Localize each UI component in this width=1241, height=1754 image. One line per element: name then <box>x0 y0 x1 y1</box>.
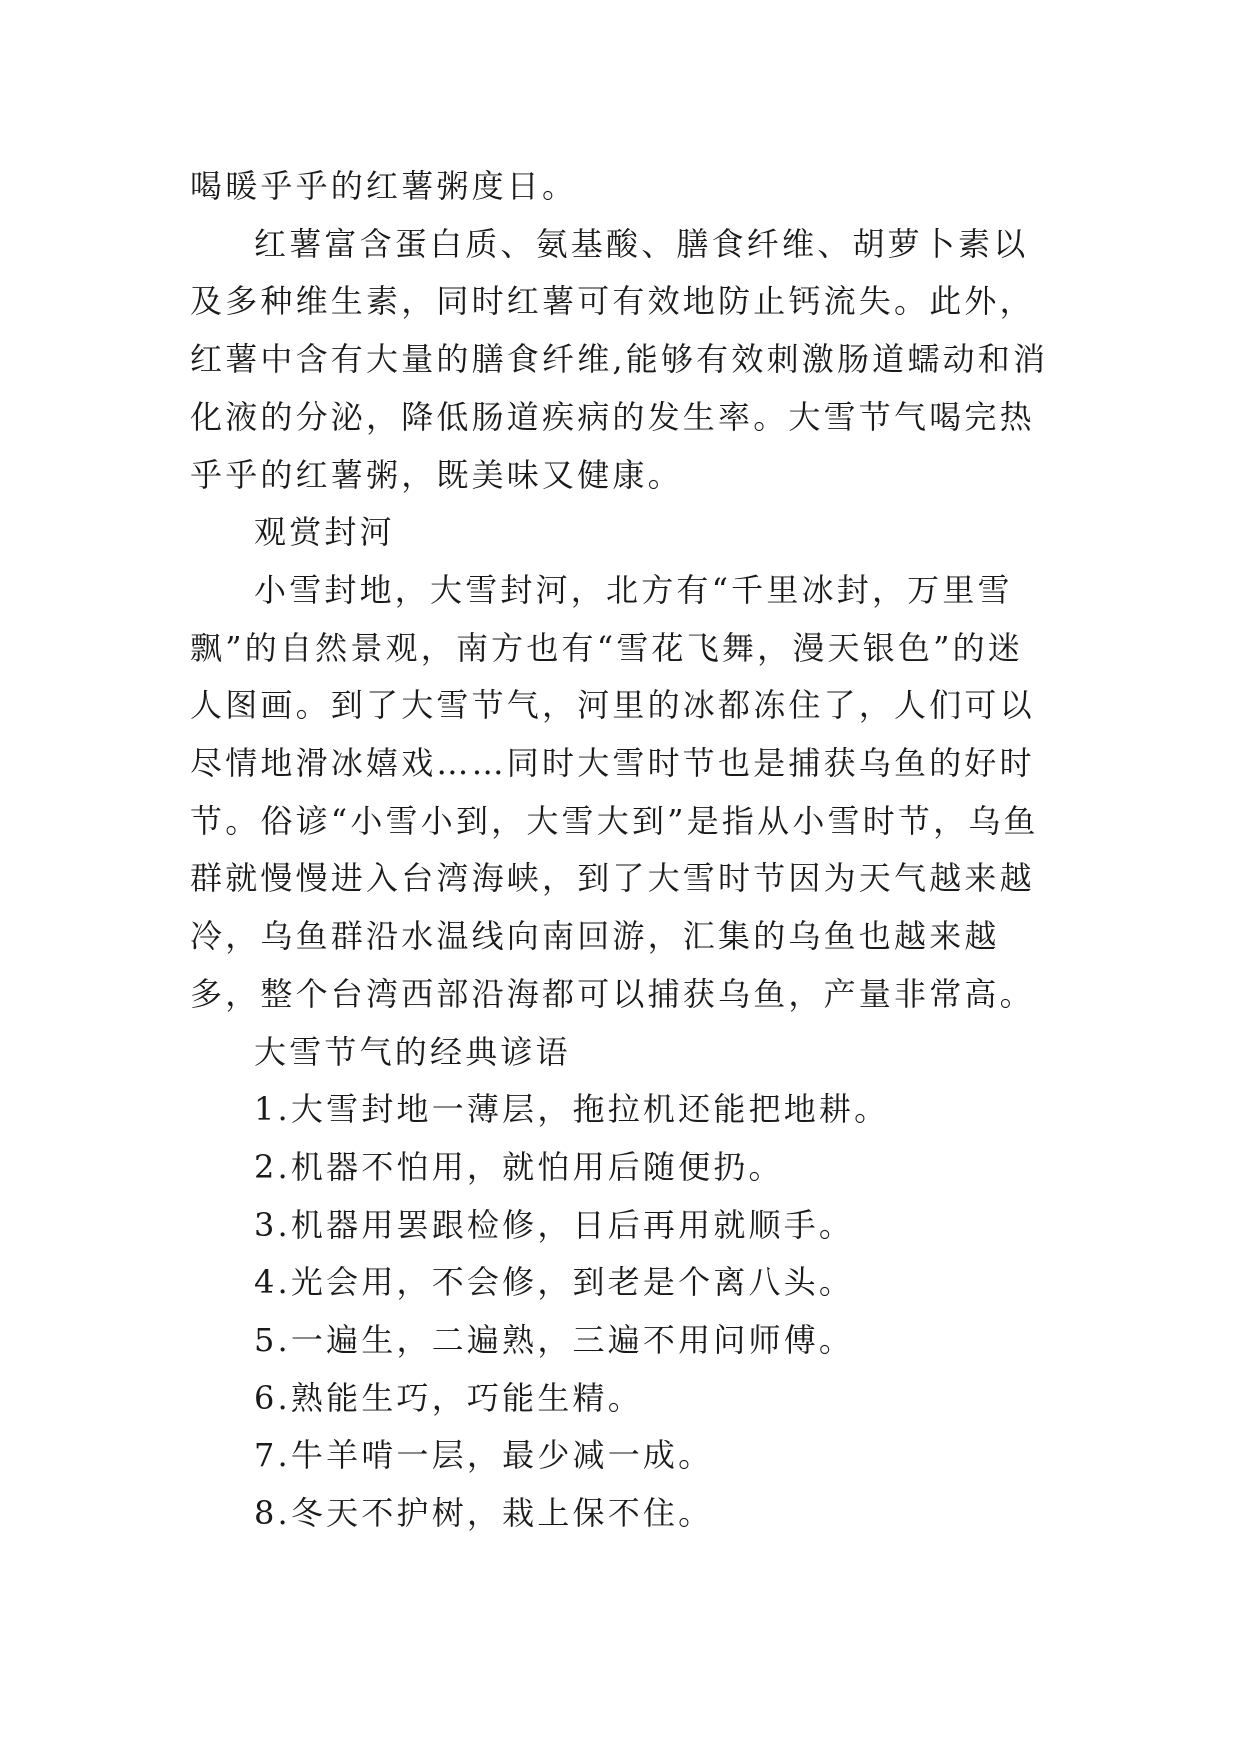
proverb-item: 5.一遍生，二遍熟，三遍不用问师傅。 <box>254 1321 855 1360</box>
sweet-potato-paragraph: 红薯富含蛋白质、氨基酸、膳食纤维、胡萝卜素以及多种维生素，同时红薯可有效地防止钙流失。此外，红薯中含有大量的膳食纤维,能够有效刺激肠道蠕动和消化液的分泌，降低肠道疾病的发生率。大雪节气喝完热乎乎的红薯粥，既美味又健康。 <box>190 224 1049 494</box>
continuation-paragraph: 喝暖乎乎的红薯粥度日。 <box>190 167 578 205</box>
proverb-item: 7.牛羊啃一层，最少减一成。 <box>254 1436 714 1475</box>
proverb-item: 2.机器不怕用，就怕用后随便扔。 <box>254 1147 784 1186</box>
proverb-item: 8.冬天不护树，栽上保不住。 <box>254 1494 714 1533</box>
proverb-item: 3.机器用罢跟检修，日后再用就顺手。 <box>254 1205 855 1244</box>
section-heading-proverbs: 大雪节气的经典谚语 <box>254 1032 571 1071</box>
document-body <box>190 158 1050 1543</box>
proverb-item: 1.大雪封地一薄层，拖拉机还能把地耕。 <box>254 1090 890 1129</box>
river-freeze-paragraph: 小雪封地，大雪封河，北方有“千里冰封，万里雪飘”的自然景观，南方也有“雪花飞舞，漫天银色”的迷人图画。到了大雪节气，河里的冰都冻住了，人们可以尽情地滑冰嬉戏……同时大雪时节也是捕获乌鱼的好时节。俗谚“小雪小到，大雪大到”是指从小雪时节，乌鱼群就慢慢进入台湾海峡，到了大雪时节因为天气越来越冷，乌鱼群沿水温线向南回游，汇集的乌鱼也越来越多，整个台湾西部沿海都可以捕获乌鱼，产量非常高。 <box>190 570 1039 1013</box>
proverb-item: 4.光会用，不会修，到老是个离八头。 <box>254 1263 855 1302</box>
proverb-item: 6.熟能生巧，巧能生精。 <box>254 1378 643 1417</box>
section-heading-river: 观赏封河 <box>254 513 395 552</box>
